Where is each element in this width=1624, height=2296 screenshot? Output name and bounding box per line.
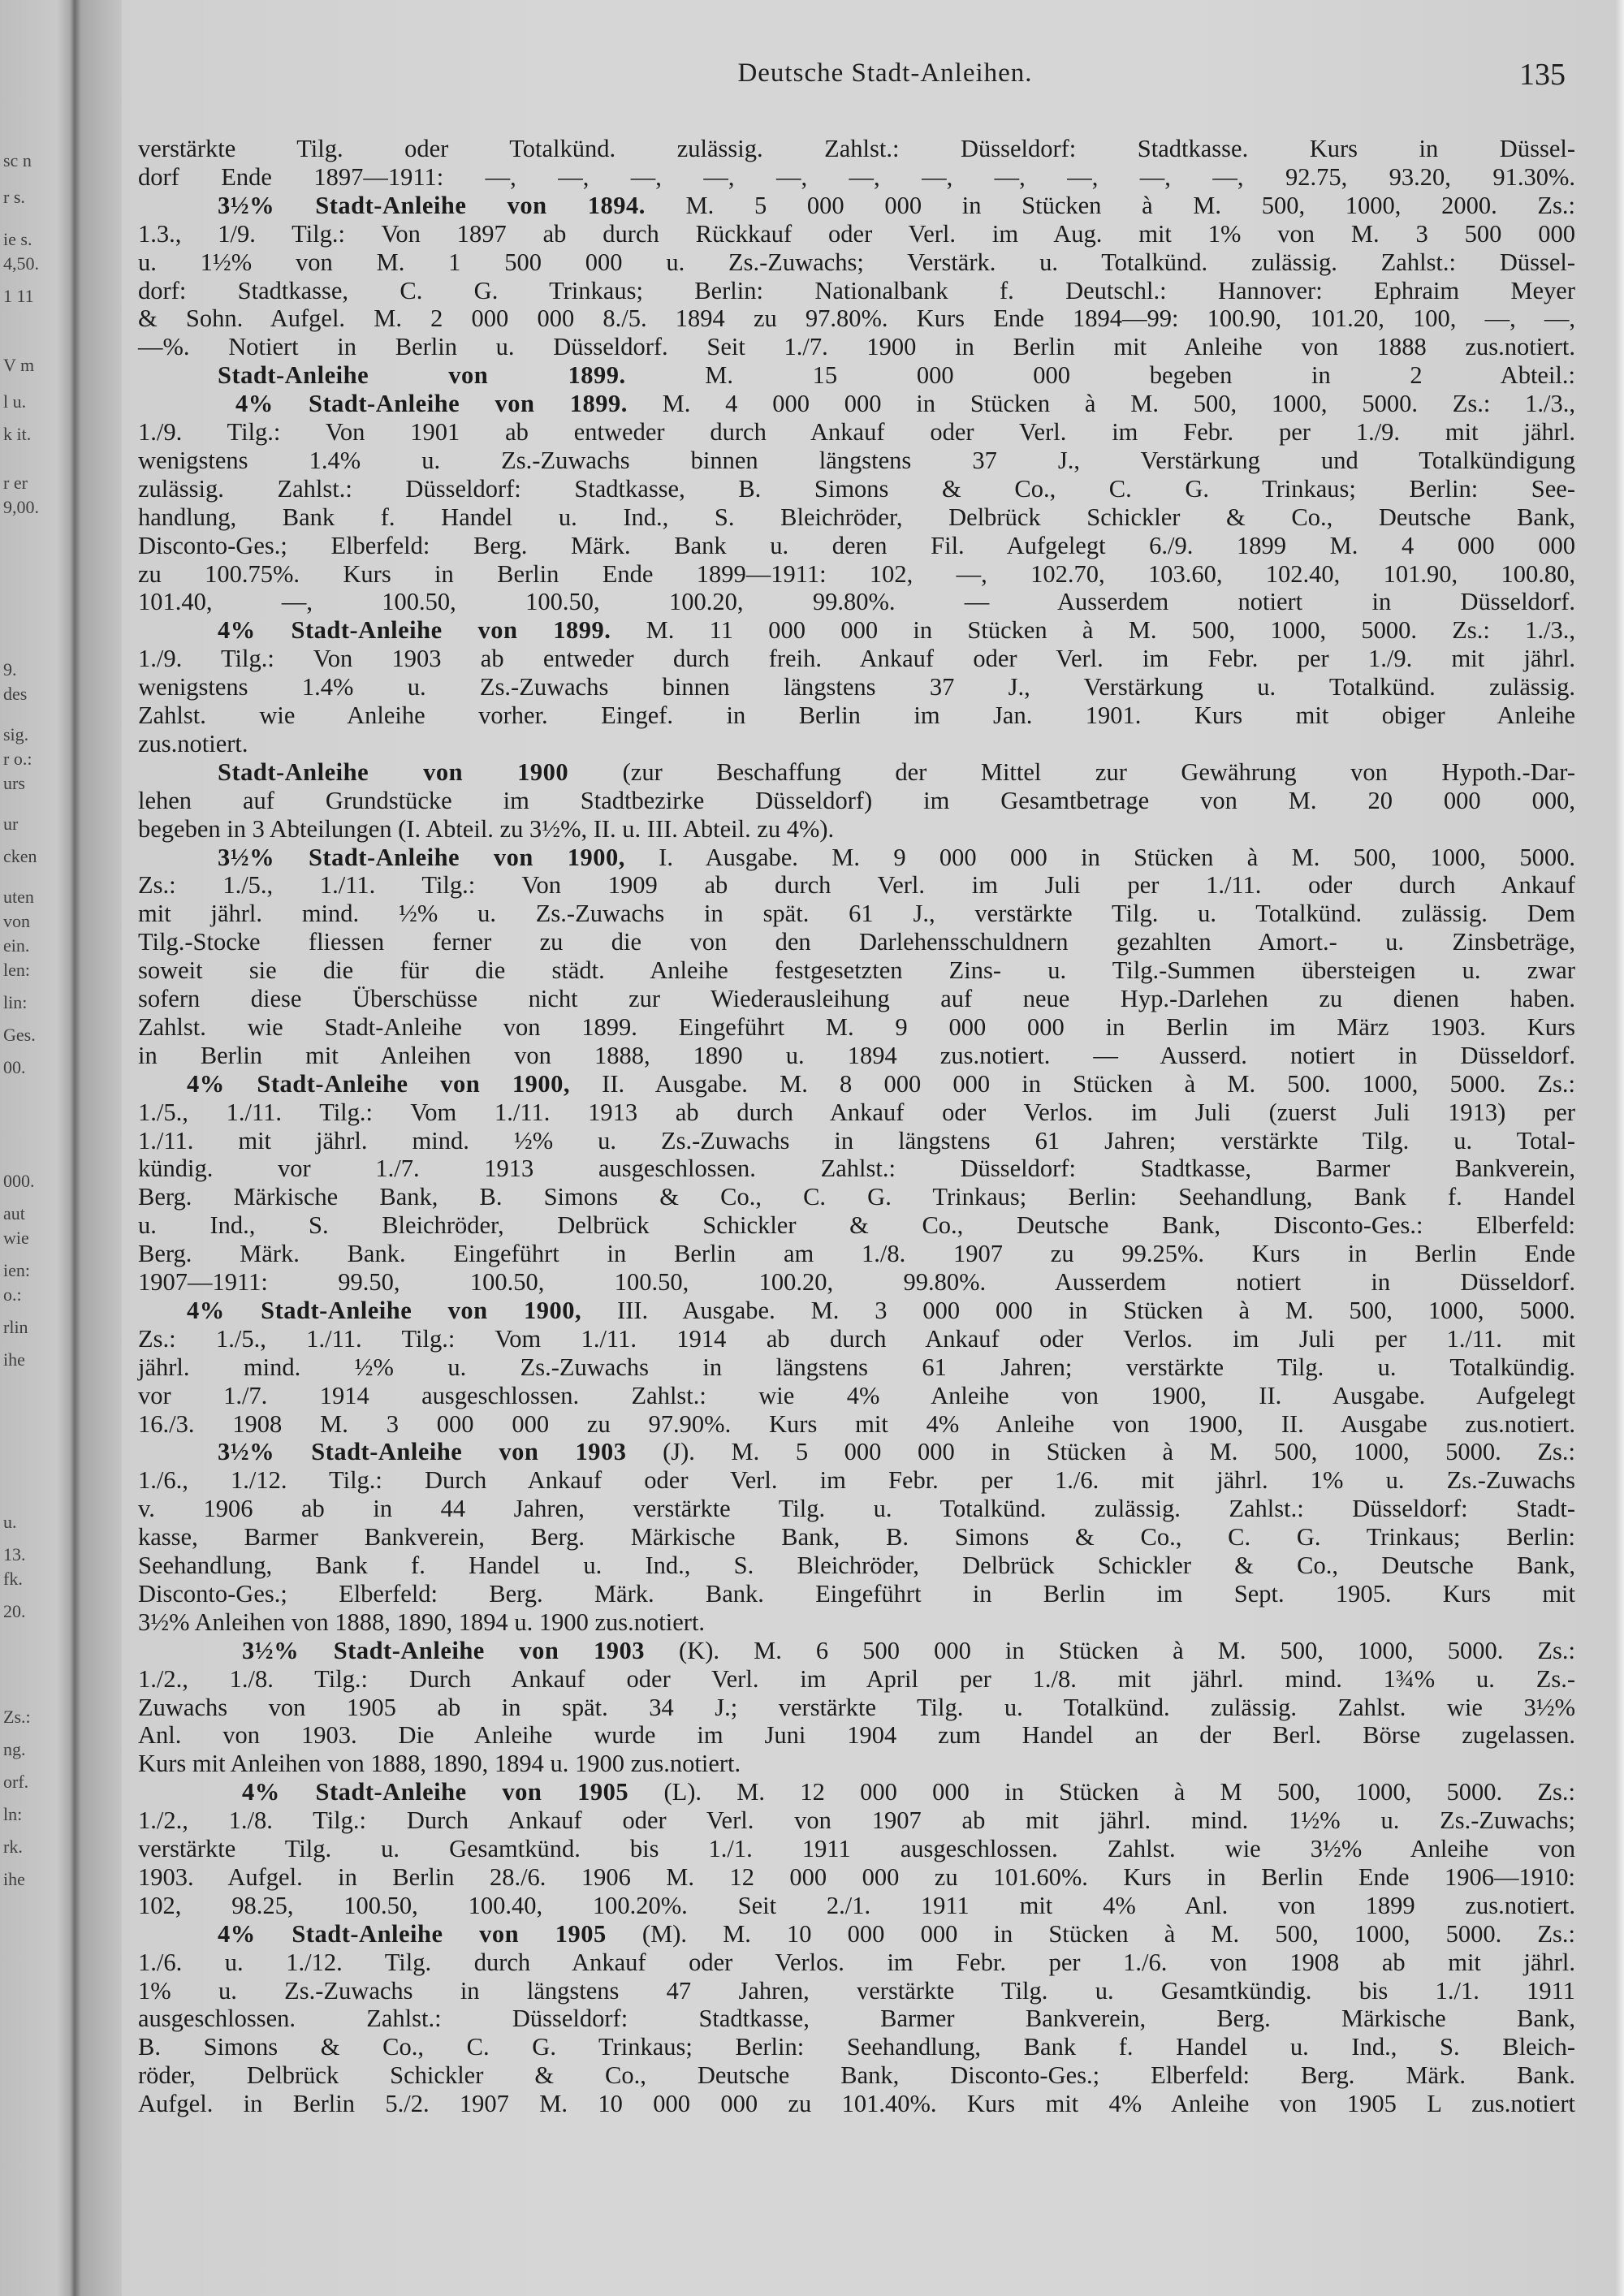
margin-fragment: 20.: [3, 1601, 26, 1621]
entry-heading-line: [122, 615, 1575, 645]
text-line: 1./6. u. 1./12. Tilg. durch Ankauf oder Verlos. im Febr. per 1./6. von 1908 ab mit jährl.: [138, 1948, 1575, 1976]
entry-title: Stadt-Anleihe von 1900: [218, 757, 569, 786]
margin-fragment: orf.: [3, 1772, 29, 1792]
margin-fragment: des: [3, 684, 28, 704]
text-line: 1.3., 1/9. Tilg.: Von 1897 ab durch Rückkauf oder Verl. im Aug. mit 1% von M. 3 500 000: [138, 219, 1575, 248]
text-line: Kurs mit Anleihen von 1888, 1890, 1894 u. 1900 zus.notiert.: [138, 1750, 741, 1778]
entry-title: 4% Stadt-Anleihe von 1905: [218, 1919, 607, 1948]
entry-title: Stadt-Anleihe von 1899.: [218, 361, 626, 390]
margin-fragment: wie: [3, 1228, 29, 1248]
text-line: wenigstens 1.4% u. Zs.-Zuwachs binnen längstens 37 J., Verstärkung und Totalkündigung: [138, 446, 1575, 474]
margin-fragment: ln:: [3, 1804, 23, 1824]
entry-title: 3½% Stadt-Anleihe von 1900,: [218, 843, 625, 871]
margin-fragment: r o.:: [3, 749, 32, 769]
margin-fragment: ie s.: [3, 229, 32, 249]
margin-fragment: sig.: [3, 724, 29, 744]
text-line: 101.40, —, 100.50, 100.50, 100.20, 99.80%. — Ausserdem notiert in Düsseldorf.: [138, 588, 1575, 616]
margin-fragment: Zs.:: [3, 1707, 31, 1727]
text-line: Zs.: 1./5., 1./11. Tilg.: Vom 1./11. 1914 ab durch Ankauf oder Verlos. im Juli per 1./11. mit: [138, 1324, 1575, 1353]
text-line: zulässig. Zahlst.: Düsseldorf: Stadtkasse, B. Simons & Co., C. G. Trinkaus; Berlin: See-: [138, 474, 1575, 503]
text-line: 102, 98.25, 100.50, 100.40, 100.20%. Seit 2./1. 1911 mit 4% Anl. von 1899 zus.notiert.: [138, 1891, 1575, 1919]
entry-heading-line: [122, 1919, 1575, 1949]
margin-fragment: r s.: [3, 187, 25, 207]
margin-fragment: urs: [3, 773, 25, 793]
text-line: röder, Delbrück Schickler & Co., Deutsche Bank, Disconto-Ges.; Elberfeld: Berg. Märk. Bank.: [138, 2061, 1575, 2090]
text-line: Berg. Märkische Bank, B. Simons & Co., C. G. Trinkaus; Berlin: Seehandlung, Bank f. Handel: [138, 1183, 1575, 1211]
text-line: zu 100.75%. Kurs in Berlin Ende 1899—1911: 102, —, 102.70, 103.60, 102.40, 101.90, 100.80,: [138, 559, 1575, 588]
entry-title: 3½% Stadt-Anleihe von 1903: [242, 1636, 645, 1664]
entry-heading-line: [122, 1777, 1575, 1806]
entry-details: III. Ausgabe. M. 3 000 000 in Stücken à M. 500, 1000, 5000.: [581, 1296, 1575, 1324]
margin-fragment: Ges.: [3, 1025, 36, 1045]
text-line: Aufgel. in Berlin 5./2. 1907 M. 10 000 000 zu 101.40%. Kurs mit 4% Anleihe von 1905 L zus.notiert: [138, 2090, 1575, 2118]
text-line: 1./6., 1./12. Tilg.: Durch Ankauf oder Verl. im Febr. per 1./6. mit jährl. 1% u. Zs.-Zuwachs: [138, 1466, 1575, 1495]
entry-heading-line: [122, 843, 1575, 872]
text-line: & Sohn. Aufgel. M. 2 000 000 8./5. 1894 zu 97.80%. Kurs Ende 1894—99: 100.90, 101.20, 100, —, —,: [138, 304, 1575, 333]
margin-fragment: sc n: [3, 150, 32, 170]
margin-fragment: 9,00.: [3, 497, 39, 517]
entry-details: II. Ausgabe. M. 8 000 000 in Stücken à M. 500. 1000, 5000. Zs.:: [569, 1069, 1575, 1098]
margin-fragment: 1 11: [3, 286, 34, 306]
text-line: 1./5., 1./11. Tilg.: Vom 1./11. 1913 ab durch Ankauf oder Verlos. im Juli (zuerst Juli 1913) per: [138, 1098, 1575, 1126]
text-line: 1./2., 1./8. Tilg.: Durch Ankauf oder Verl. von 1907 ab mit jährl. mind. 1½% u. Zs.-Zuwachs;: [138, 1806, 1575, 1835]
entry-heading-line: [122, 191, 1575, 220]
margin-fragment: 13.: [3, 1544, 26, 1564]
text-line: v. 1906 ab in 44 Jahren, verstärkte Tilg. u. Totalkünd. zulässig. Zahlst.: Düsseldorf: Stadt-: [138, 1495, 1575, 1523]
margin-fragment: uten: [3, 887, 34, 907]
text-line: 1./9. Tilg.: Von 1901 ab entweder durch Ankauf oder Verl. im Febr. per 1./9. mit jährl.: [138, 418, 1575, 446]
text-line: vor 1./7. 1914 ausgeschlossen. Zahlst.: wie 4% Anleihe von 1900, II. Ausgabe. Aufgelegt: [138, 1381, 1575, 1409]
entry-title: 4% Stadt-Anleihe von 1900,: [187, 1069, 570, 1098]
margin-fragment: ein.: [3, 935, 30, 956]
text-line: Disconto-Ges.; Elberfeld: Berg. Märk. Bank u. deren Fil. Aufgelegt 6./9. 1899 M. 4 000 000: [138, 531, 1575, 559]
margin-fragment: 4,50.: [3, 253, 39, 274]
margin-fragment: fk.: [3, 1569, 23, 1589]
margin-fragment: ien:: [3, 1260, 30, 1280]
margin-fragment: 9.: [3, 659, 17, 680]
text-line: begeben in 3 Abteilungen (I. Abteil. zu 3½%, II. u. III. Abteil. zu 4%).: [138, 814, 835, 843]
text-line: u. 1½% von M. 1 500 000 u. Zs.-Zuwachs; Verstärk. u. Totalkünd. zulässig. Zahlst.: Düssel-: [138, 248, 1575, 276]
page-header: [171, 58, 1600, 99]
entry-heading-line: [122, 1636, 1575, 1665]
page-number: 135: [1519, 58, 1566, 92]
text-line: dorf Ende 1897—1911: —, —, —, —, —, —, —, —, —, —, —, 92.75, 93.20, 91.30%.: [138, 162, 1575, 191]
text-line: 1./9. Tilg.: Von 1903 ab entweder durch freih. Ankauf oder Verl. im Febr. per 1./9. mit jährl.: [138, 645, 1575, 673]
text-line: jährl. mind. ½% u. Zs.-Zuwachs in längstens 61 Jahren; verstärkte Tilg. u. Totalkündig.: [138, 1353, 1575, 1381]
entry-details: I. Ausgabe. M. 9 000 000 in Stücken à M. 500, 1000, 5000.: [624, 843, 1575, 871]
text-line: 16./3. 1908 M. 3 000 000 zu 97.90%. Kurs mit 4% Anleihe von 1900, II. Ausgabe zus.notiert.: [138, 1409, 1575, 1438]
text-line: soweit sie die für die städt. Anleihe festgesetzten Zins- u. Tilg.-Summen übersteigen u. zwar: [138, 956, 1575, 985]
margin-fragment: ihe: [3, 1869, 25, 1889]
text-line: wenigstens 1.4% u. Zs.-Zuwachs binnen längstens 37 J., Verstärkung u. Totalkünd. zulässig.: [138, 673, 1575, 701]
text-line: Berg. Märk. Bank. Eingeführt in Berlin am 1./8. 1907 zu 99.25%. Kurs in Berlin Ende: [138, 1240, 1575, 1268]
entry-details: (M). M. 10 000 000 in Stücken à M. 500, 1000, 5000. Zs.:: [606, 1919, 1575, 1948]
text-line: Tilg.-Stocke fliessen ferner zu die von den Darlehensschuldnern gezahlten Amort.- u. Zinsbeträge,: [138, 928, 1575, 956]
margin-fragment: k it.: [3, 424, 32, 444]
text-line: —%. Notiert in Berlin u. Düsseldorf. Seit 1./7. 1900 in Berlin mit Anleihe von 1888 zus.notiert.: [138, 333, 1575, 361]
margin-fragment: u.: [3, 1512, 17, 1532]
facing-page-margin: [0, 0, 70, 2296]
margin-fragment: cken: [3, 846, 37, 866]
text-line: 1907—1911: 99.50, 100.50, 100.50, 100.20, 99.80%. Ausserdem notiert in Düsseldorf.: [138, 1268, 1575, 1296]
margin-fragment: ng.: [3, 1739, 26, 1759]
entry-details: M. 5 000 000 in Stücken à M. 500, 1000, 2000. Zs.:: [645, 191, 1575, 219]
text-line: kündig. vor 1./7. 1913 ausgeschlossen. Zahlst.: Düsseldorf: Stadtkasse, Barmer Bankverein,: [138, 1154, 1575, 1183]
text-line: verstärkte Tilg. oder Totalkünd. zulässig. Zahlst.: Düsseldorf: Stadtkasse. Kurs in Düssel-: [138, 135, 1575, 162]
margin-fragment: von: [3, 911, 30, 931]
text-line: 1./11. mit jährl. mind. ½% u. Zs.-Zuwachs in längstens 61 Jahren; verstärkte Tilg. u. Total-: [138, 1126, 1575, 1154]
entry-title: 4% Stadt-Anleihe von 1899.: [235, 390, 628, 418]
text-line: dorf: Stadtkasse, C. G. Trinkaus; Berlin: Nationalbank f. Deutschl.: Hannover: Ephraim Meyer: [138, 276, 1575, 304]
text-line: 3½% Anleihen von 1888, 1890, 1894 u. 1900 zus.notiert.: [138, 1608, 706, 1636]
text-line: Anl. von 1903. Die Anleihe wurde im Juni 1904 zum Handel an der Berl. Börse zugelassen.: [138, 1721, 1575, 1750]
page-edge: [1616, 0, 1624, 2296]
margin-fragment: ihe: [3, 1349, 25, 1370]
entry-title: 4% Stadt-Anleihe von 1905: [242, 1778, 629, 1806]
entry-details: M. 15 000 000 begeben in 2 Abteil.:: [625, 361, 1575, 390]
text-line: lehen auf Grundstücke im Stadtbezirke Düsseldorf) im Gesamtbetrage von M. 20 000 000,: [138, 786, 1575, 814]
margin-fragment: lin:: [3, 992, 28, 1012]
entry-details: (zur Beschaffung der Mittel zur Gewährung von Hypoth.-Dar-: [568, 757, 1575, 786]
margin-fragment: rk.: [3, 1836, 23, 1857]
entry-title: 3½% Stadt-Anleihe von 1903: [218, 1438, 627, 1466]
text-line: Zahlst. wie Stadt-Anleihe von 1899. Eingeführt M. 9 000 000 in Berlin im März 1903. Kurs: [138, 1012, 1575, 1041]
text-line: mit jährl. mind. ½% u. Zs.-Zuwachs in spät. 61 J., verstärkte Tilg. u. Totalkünd. zulässig. Dem: [138, 900, 1575, 928]
entry-title: 4% Stadt-Anleihe von 1900,: [187, 1296, 582, 1324]
entry-details: (L). M. 12 000 000 in Stücken à M 500, 1000, 5000. Zs.:: [628, 1778, 1575, 1806]
entry-heading-line: [122, 1069, 1575, 1098]
entry-heading-line: [122, 1296, 1575, 1325]
running-title: Deutsche Stadt-Anleihen.: [737, 58, 1033, 88]
text-line: verstärkte Tilg. u. Gesamtkünd. bis 1./1. 1911 ausgeschlossen. Zahlst. wie 3½% Anleihe von: [138, 1835, 1575, 1862]
margin-fragment: 000.: [3, 1171, 35, 1191]
margin-fragment: rlin: [3, 1317, 28, 1337]
text-line: Zs.: 1./5., 1./11. Tilg.: Von 1909 ab durch Verl. im Juli per 1./11. oder durch Ankauf: [138, 871, 1575, 900]
entry-title: 4% Stadt-Anleihe von 1899.: [218, 616, 611, 645]
entry-details: M. 4 000 000 in Stücken à M. 500, 1000, 5000. Zs.: 1./3.,: [627, 390, 1575, 418]
text-line: 1% u. Zs.-Zuwachs in längstens 47 Jahren, verstärkte Tilg. u. Gesamtkündig. bis 1./1. 1911: [138, 1976, 1575, 2005]
text-line: sofern diese Überschüsse nicht zur Wiederausleihung auf neue Hyp.-Darlehen zu dienen haben.: [138, 985, 1575, 1012]
margin-fragment: 00.: [3, 1057, 26, 1077]
margin-fragment: l u.: [3, 391, 27, 412]
entry-heading-line: [122, 360, 1575, 390]
text-line: 1./2., 1./8. Tilg.: Durch Ankauf oder Verl. im April per 1./8. mit jährl. mind. 1¾% u. Zs.-: [138, 1664, 1575, 1693]
text-line: kasse, Barmer Bankverein, Berg. Märkische Bank, B. Simons & Co., C. G. Trinkaus; Berlin:: [138, 1523, 1575, 1552]
book-page: [122, 0, 1624, 2296]
text-line: Zuwachs von 1905 ab in spät. 34 J.; verstärkte Tilg. u. Totalkünd. zulässig. Zahlst. wie 3½%: [138, 1693, 1575, 1721]
text-line: in Berlin mit Anleihen von 1888, 1890 u. 1894 zus.notiert. — Ausserd. notiert in Düsseldorf.: [138, 1041, 1575, 1069]
text-line: handlung, Bank f. Handel u. Ind., S. Bleichröder, Delbrück Schickler & Co., Deutsche Bank,: [138, 503, 1575, 531]
text-line: Disconto-Ges.; Elberfeld: Berg. Märk. Bank. Eingeführt in Berlin im Sept. 1905. Kurs mit: [138, 1579, 1575, 1608]
margin-fragment: o.:: [3, 1284, 22, 1305]
entry-details: (K). M. 6 500 000 in Stücken à M. 500, 1000, 5000. Zs.:: [644, 1636, 1575, 1664]
margin-fragment: aut: [3, 1203, 25, 1224]
text-line: zus.notiert.: [138, 729, 248, 757]
text-line: 1903. Aufgel. in Berlin 28./6. 1906 M. 12 000 000 zu 101.60%. Kurs in Berlin Ende 1906—1910:: [138, 1862, 1575, 1891]
entry-details: (J). M. 5 000 000 in Stücken à M. 500, 1000, 5000. Zs.:: [626, 1438, 1575, 1466]
margin-fragment: r er: [3, 473, 28, 493]
text-line: Seehandlung, Bank f. Handel u. Ind., S. Bleichröder, Delbrück Schickler & Co., Deutsche Bank,: [138, 1552, 1575, 1579]
entry-heading-line: [122, 389, 1575, 418]
text-line: ausgeschlossen. Zahlst.: Düsseldorf: Stadtkasse, Barmer Bankverein, Berg. Märkische Bank,: [138, 2005, 1575, 2033]
text-line: u. Ind., S. Bleichröder, Delbrück Schickler & Co., Deutsche Bank, Disconto-Ges.: Elberfeld:: [138, 1211, 1575, 1240]
text-line: Zahlst. wie Anleihe vorher. Eingef. in Berlin im Jan. 1901. Kurs mit obiger Anleihe: [138, 701, 1575, 729]
margin-fragment: len:: [3, 960, 30, 980]
entry-title: 3½% Stadt-Anleihe von 1894.: [218, 191, 646, 219]
text-line: B. Simons & Co., C. G. Trinkaus; Berlin: Seehandlung, Bank f. Handel u. Ind., S. Bleich-: [138, 2033, 1575, 2061]
entry-heading-line: [122, 1437, 1575, 1466]
margin-fragment: V m: [3, 355, 35, 375]
margin-fragment: ur: [3, 814, 19, 834]
entry-heading-line: [122, 757, 1575, 787]
entry-details: M. 11 000 000 in Stücken à M. 500, 1000, 5000. Zs.: 1./3.,: [611, 616, 1575, 645]
